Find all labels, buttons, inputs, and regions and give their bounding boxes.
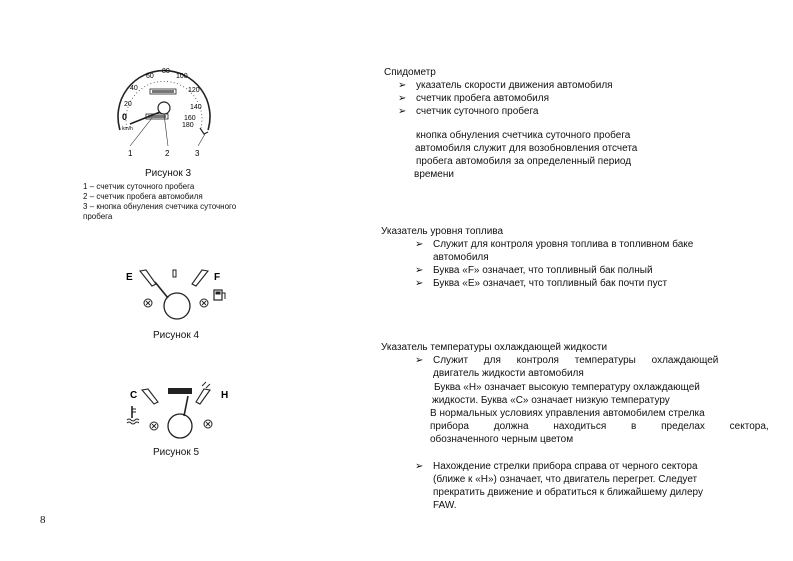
temp-label-h: H [221,390,229,401]
reset-button-stem [200,128,208,134]
callout-label-2: 2 [165,149,170,158]
legend-item: 2 – счетчик пробега автомобиля [83,192,203,201]
dial-label-160: 160 [184,115,196,122]
list-item: ➢ Служит для контроля температуры охлаждающей [415,354,745,367]
dial-label-120: 120 [188,87,200,94]
figure-4-caption: Рисунок 4 [153,330,200,341]
speedometer-list [398,79,613,118]
dial-label-40: 40 [130,85,138,92]
list-item-continuation: (ближе к «H») означает, что двигатель перегрет. Следует [433,474,698,485]
list-item: ➢ счетчик пробега автомобиля [398,92,613,105]
fuel-half-mark [173,270,176,277]
fuel-needle [155,282,168,298]
temp-paragraph-1 [432,381,746,407]
paragraph-line: В нормальных условиях управления автомобилем стрелка [430,408,705,419]
figure-3-legend [83,182,243,222]
temp-title: Указатель температуры охлаждающей жидкости [381,342,608,353]
temp-left-screw-cross [152,424,156,428]
unit-label: km/h [122,126,133,132]
fuel-label-f: F [214,272,221,283]
legend-item: 3 – кнопка обнуления счетчика суточного пробега [83,202,237,221]
note-line: кнопка обнуления счетчика суточного пробега [416,130,631,141]
paragraph-line: жидкости. Буква «C» означает низкую температуру [432,395,670,406]
dial-label-140: 140 [190,104,202,111]
temp-label-c: C [130,390,138,401]
temp-right-screw-cross [206,422,210,426]
temp-needle [184,396,188,416]
legend-item: 1 – счетчик суточного пробега [83,182,195,191]
speedometer-note [414,129,637,181]
fuel-label-e: E [126,272,133,283]
temp-normal-sector [168,388,192,394]
callout-line-3 [198,134,205,146]
temperature-gauge-figure [124,380,236,442]
dial-label-100: 100 [176,73,188,80]
callout-label-3: 3 [195,149,200,158]
temp-list-1 [415,354,745,380]
dial-label-zero: 0 [122,112,128,122]
temp-hot-sector [196,389,210,404]
paragraph-line: обозначенного черным цветом [430,434,574,445]
note-line: автомобиля служит для возобновления отсчета [415,143,638,154]
note-line: пробега автомобиля за определенный период [416,156,632,167]
temp-paragraph-2 [430,407,769,446]
fuel-full-sector [192,270,208,286]
speedometer-figure [108,52,220,162]
speedometer-title: Спидометр [384,67,436,78]
fuel-title: Указатель уровня топлива [381,226,504,237]
list-item-continuation: прекратить движение и обратиться к ближайшему дилеру [433,487,703,498]
fuel-pump-icon [214,290,225,300]
list-item-continuation: FAW. [433,500,457,511]
callout-label-1: 1 [128,149,133,158]
page-number: 8 [40,514,46,526]
dial-label-80: 80 [162,68,170,75]
list-item: ➢ Нахождение стрелки прибора справа от черного сектора [415,460,745,473]
list-item: ➢ Служит для контроля уровня топлива в топливном баке [415,238,745,251]
speedometer-dial-rim [118,71,210,130]
temp-list-2 [415,460,745,512]
dial-label-180: 180 [182,122,194,129]
note-line: времени [414,169,454,180]
list-item: ➢ указатель скорости движения автомобиля [398,79,613,92]
list-item: ➢ счетчик суточного пробега [398,105,613,118]
temp-needle-hub [168,414,192,438]
fuel-gauge-figure [118,262,242,322]
list-item-continuation: автомобиля [433,252,489,263]
paragraph-line: Буква «H» означает высокую температуру охлаждающей [434,382,700,393]
fuel-right-screw-cross [202,301,206,305]
temp-hot-marks [202,382,210,388]
figure-5-caption: Рисунок 5 [153,447,200,458]
dial-label-20: 20 [124,101,132,108]
fuel-low-sector [140,270,156,286]
dial-label-60: 60 [146,73,154,80]
temp-cold-sector [142,389,158,404]
list-item-continuation: двигатель жидкости автомобиля [433,368,584,379]
list-item: ➢ Буква «F» означает, что топливный бак полный [415,264,745,277]
figure-3-caption: Рисунок 3 [145,168,192,179]
odometer-digits [152,90,174,93]
fuel-list [415,238,745,290]
coolant-thermometer-icon [127,406,139,424]
fuel-left-screw-cross [146,301,150,305]
paragraph-line: прибора должна находиться в пределах сектора, [430,421,769,432]
list-item: ➢ Буква «E» означает, что топливный бак почти пуст [415,277,745,290]
